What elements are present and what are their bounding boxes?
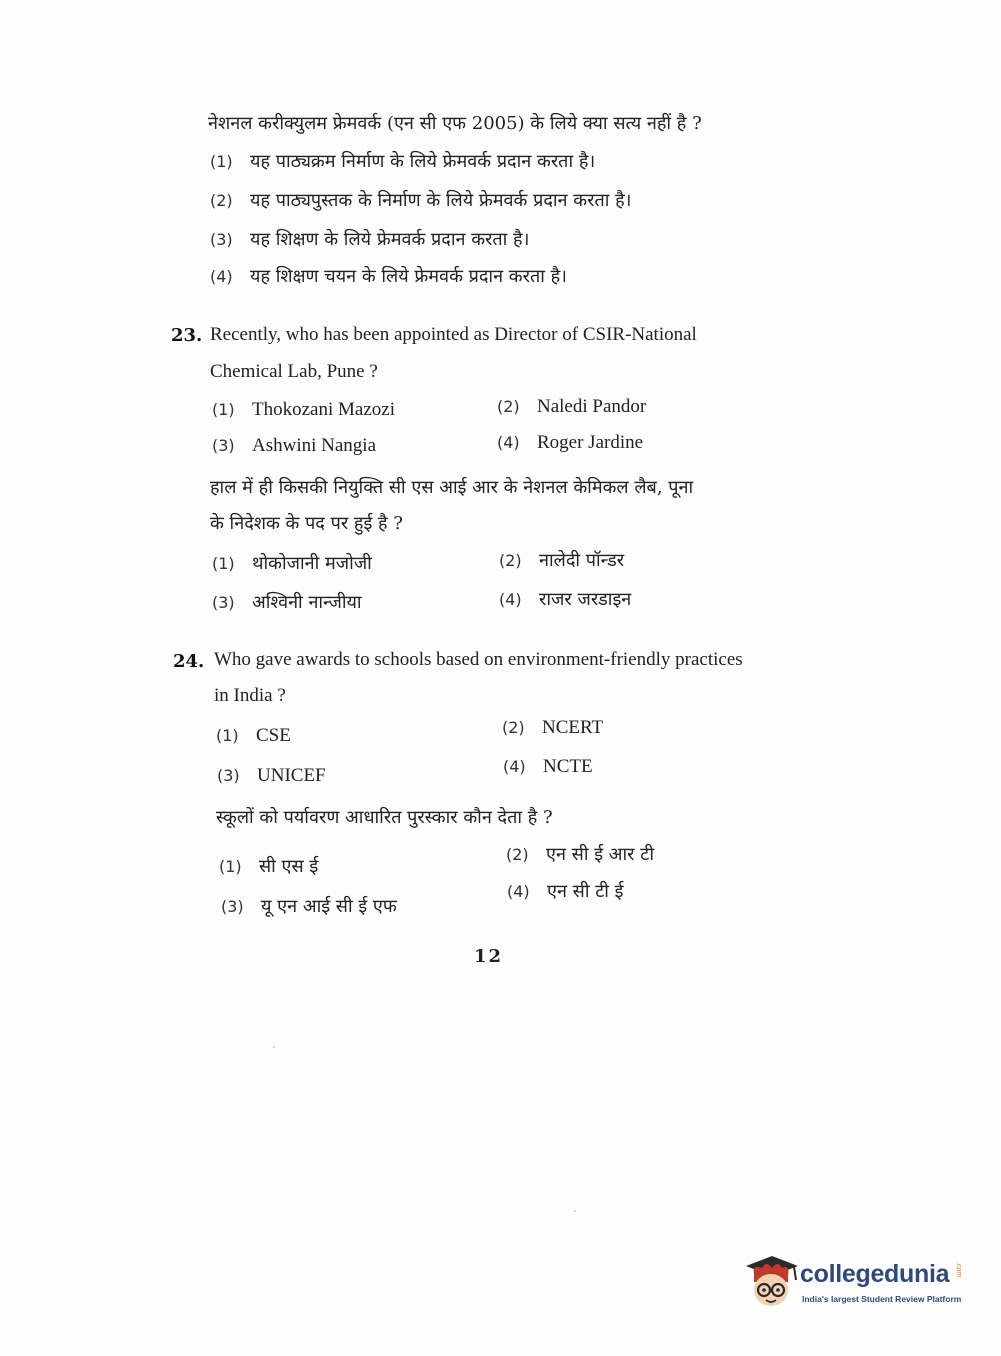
q24-option-1: (1) CSE xyxy=(216,725,291,746)
q23-hindi-option-3: (3) अश्विनी नान्जीया xyxy=(212,592,362,613)
q23-hindi-option-2: (2) नालेदी पॉन्डर xyxy=(499,550,625,571)
q24-hindi-option-1: (1) सी एस ई xyxy=(219,856,319,877)
q24-stem-line1: Who gave awards to schools based on environment-friendly practices xyxy=(214,649,743,670)
q22-hindi-option-4: (4) यह शिक्षण चयन के लिये फ्रेमवर्क प्रदान करता है। xyxy=(210,266,567,287)
q24-number: 24. xyxy=(173,651,205,672)
q23-stem-line1: Recently, who has been appointed as Director of CSIR-National xyxy=(210,324,697,345)
q22-hindi-option-3: (3) यह शिक्षण के लिये फ्रेमवर्क प्रदान करता है। xyxy=(210,229,530,250)
scan-speck xyxy=(273,1046,275,1048)
q23-option-4: (4) Roger Jardine xyxy=(497,432,644,453)
logo-tagline: India's largest Student Review Platform xyxy=(802,1294,962,1304)
q24-hindi-stem: स्कूलों को पर्यावरण आधारित पुरस्कार कौन देता है ? xyxy=(216,807,553,828)
scan-speck xyxy=(574,1210,576,1212)
q24-option-2: (2) NCERT xyxy=(502,717,604,738)
q23-hindi-option-1: (1) थोकोजानी मजोजी xyxy=(212,553,372,574)
collegedunia-logo xyxy=(742,1250,972,1314)
q23-hindi-option-4: (4) राजर जरडाइन xyxy=(499,589,632,610)
q24-hindi-option-4: (4) एन सी टी ई xyxy=(507,881,624,902)
q24-hindi-option-3: (3) यू एन आई सी ई एफ xyxy=(221,896,397,917)
mascot-icon xyxy=(742,1250,800,1312)
q24-option-3: (3) UNICEF xyxy=(217,765,326,786)
q24-stem-line2: in India ? xyxy=(214,685,286,706)
q23-option-2: (2) Naledi Pandor xyxy=(497,396,647,417)
q22-hindi-stem: नेशनल करीक्युलम फ्रेमवर्क (एन सी एफ 2005) के लिये क्या सत्य नहीं है ? xyxy=(208,113,702,134)
q24-option-4: (4) NCTE xyxy=(503,756,593,777)
q23-hindi-stem-line2: के निदेशक के पद पर हुई है ? xyxy=(210,513,403,534)
logo-domain-suffix: .com xyxy=(955,1262,962,1278)
logo-wordmark: collegedunia xyxy=(800,1260,950,1288)
q23-option-3: (3) Ashwini Nangia xyxy=(212,435,377,456)
q23-stem-line2: Chemical Lab, Pune ? xyxy=(210,361,378,382)
page-number: 12 xyxy=(474,946,504,967)
q23-option-1: (1) Thokozani Mazozi xyxy=(212,399,395,420)
q22-hindi-option-1: (1) यह पाठ्यक्रम निर्माण के लिये फ्रेमवर्क प्रदान करता है। xyxy=(210,151,596,172)
q22-hindi-option-2: (2) यह पाठ्यपुस्तक के निर्माण के लिये फ्रेमवर्क प्रदान करता है। xyxy=(210,190,632,211)
q23-number: 23. xyxy=(171,325,203,346)
q23-hindi-stem-line1: हाल में ही किसकी नियुक्ति सी एस आई आर के नेशनल केमिकल लैब, पूना xyxy=(210,477,694,498)
q24-hindi-option-2: (2) एन सी ई आर टी xyxy=(506,844,654,865)
